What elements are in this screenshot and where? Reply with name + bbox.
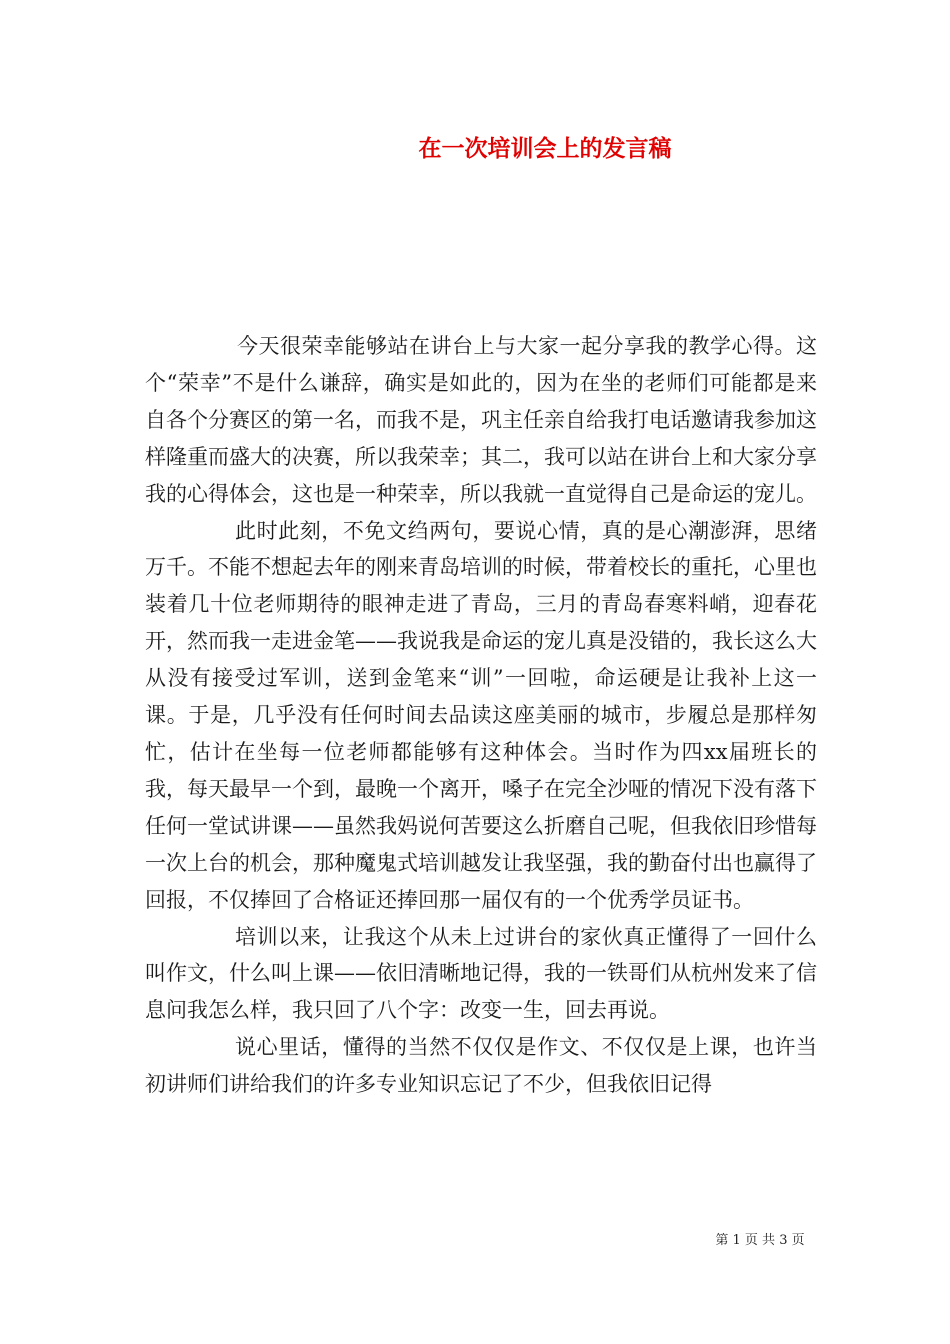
paragraph-1: 今天很荣幸能够站在讲台上与大家一起分享我的教学心得。这个“荣幸”不是什么谦辞，确实是如此的，因为在坐的老师们可能都是来自各个分赛区的第一名，而我不是，巩主任亲自给我打电话邀请我参加这样隆重而盛大的决赛，所以我荣幸；其二，我可以站在讲台上和大家分享我的心得体会，这也是一种荣幸，所以我就一直觉得自己是命运的宠儿。 [145, 334, 817, 506]
paragraph-2: 此时此刻，不免文绉两句，要说心情，真的是心潮澎湃，思绪万千。不能不想起去年的刚来青岛培训的时候，带着校长的重托，心里也装着几十位老师期待的眼神走进了青岛，三月的青岛春寒料峭，迎春花开，然而我一走进金笔——我说我是命运的宠儿真是没错的，我长这么大从没有接受过军训，送到金笔来“训”一回啦，命运硬是让我补上这一课。于是，几乎没有任何时间去品读这座美丽的城市，步履总是那样匆忙，估计在坐每一位老师都能够有这种体会。当时作为四xx届班长的我，每天最早一个到，最晚一个离开，嗓子在完全沙哑的情况下没有落下任何一堂试讲课——虽然我妈说何苦要这么折磨自己呢，但我依旧珍惜每一次上台的机会，那种魔鬼式培训越发让我坚强，我的勤奋付出也赢得了回报，不仅捧回了合格证还捧回那一届仅有的一个优秀学员证书。 [145, 518, 817, 912]
document-body [145, 328, 817, 1103]
paragraph-4: 说心里话，懂得的当然不仅仅是作文、不仅仅是上课，也许当初讲师们讲给我们的许多专业知识忘记了不少，但我依旧记得 [145, 1035, 817, 1097]
document-title: 在一次培训会上的发言稿 [418, 135, 672, 162]
page-number-footer: 第 1 页 共 3 页 [715, 1233, 805, 1248]
paragraph-3: 培训以来，让我这个从未上过讲台的家伙真正懂得了一回什么叫作文，什么叫上课——依旧清晰地记得，我的一铁哥们从杭州发来了信息问我怎么样，我只回了八个字：改变一生，回去再说。 [145, 924, 817, 1023]
